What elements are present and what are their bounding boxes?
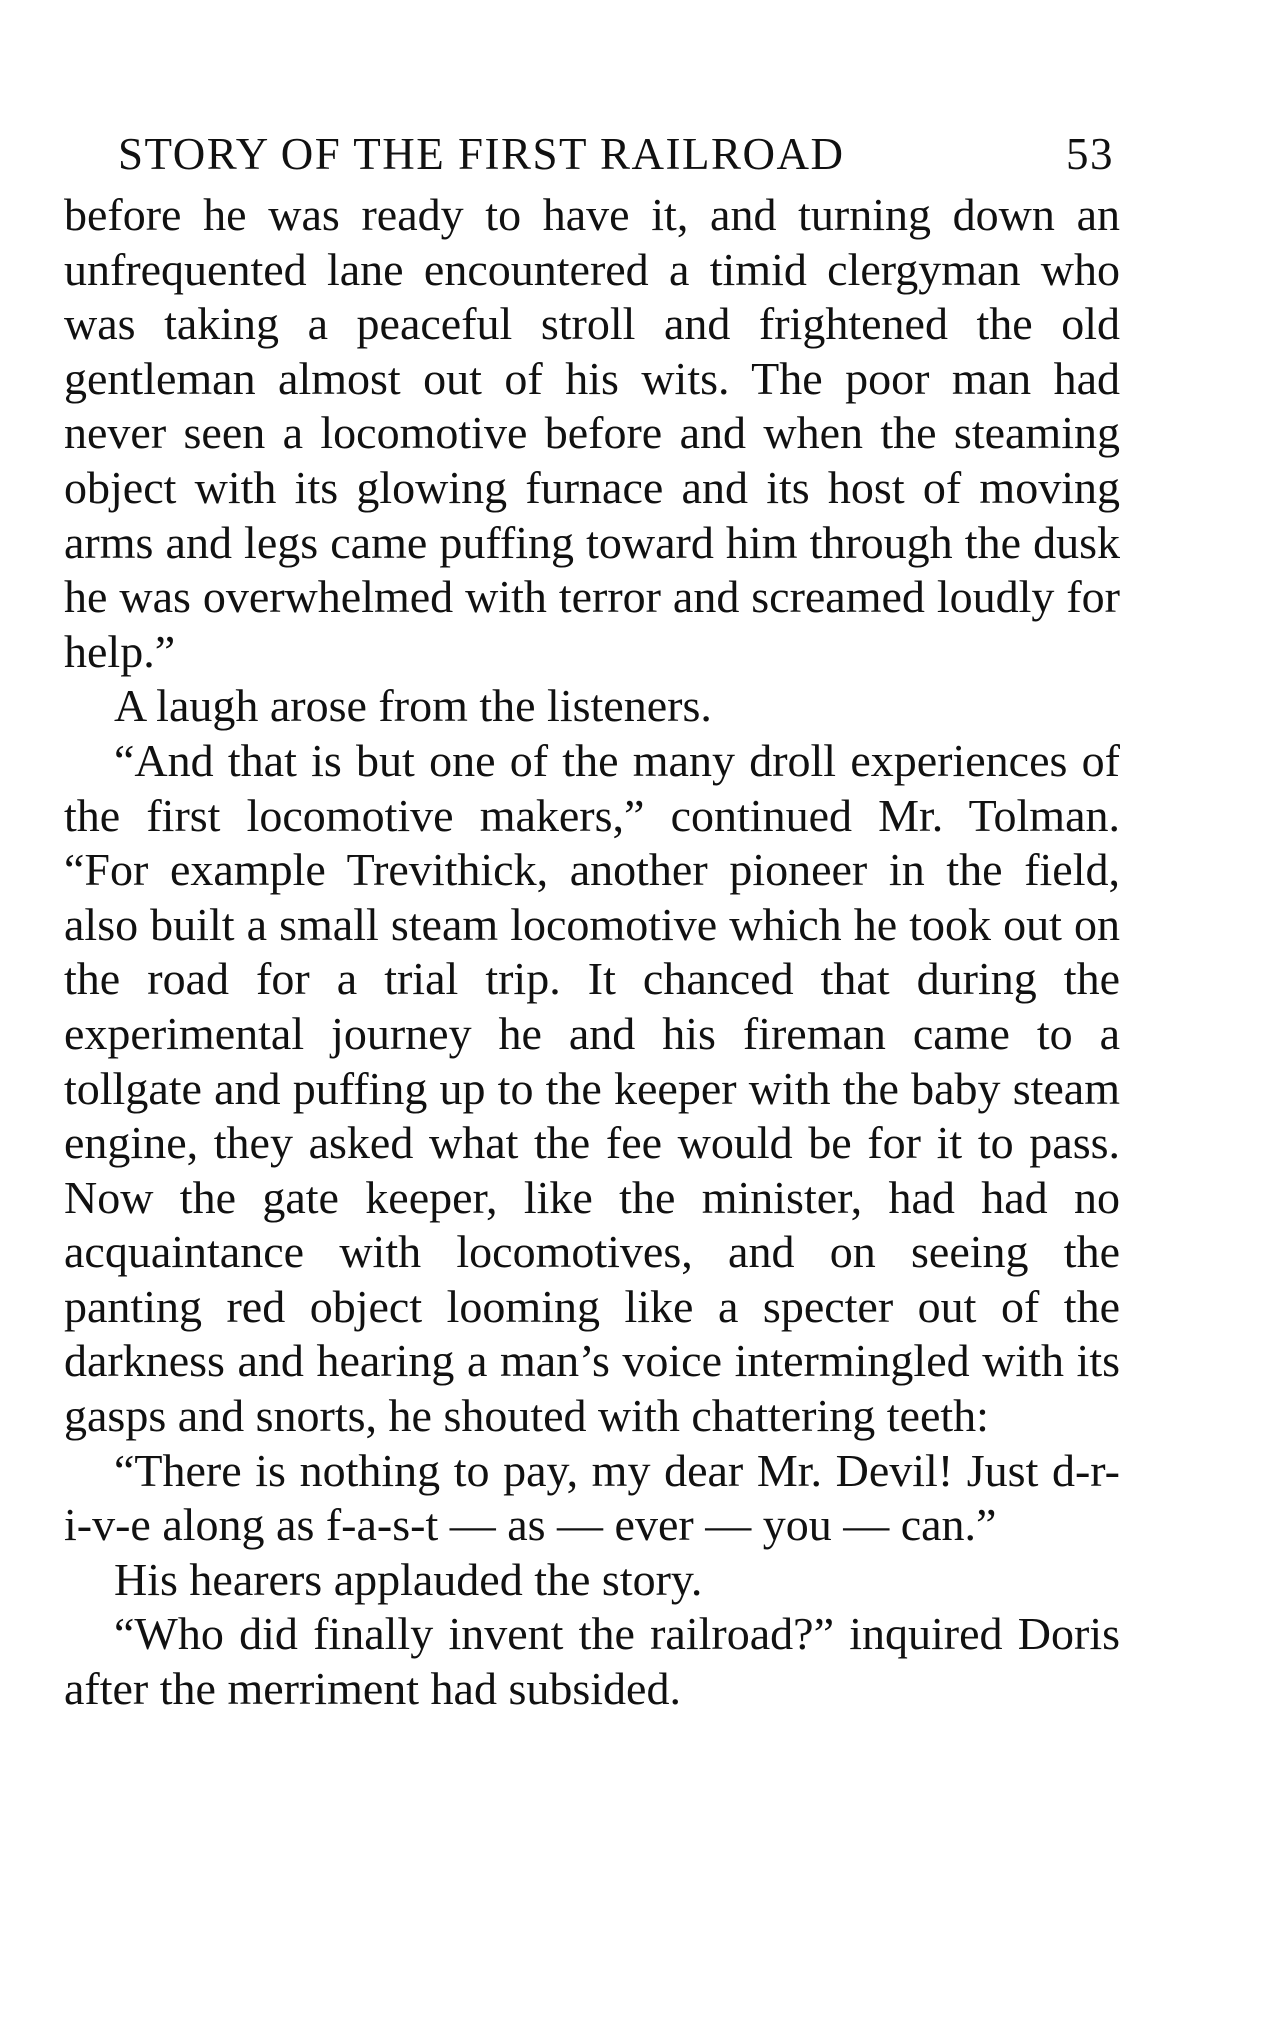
paragraph: “Who did finally invent the railroad?” inquired Doris after the merriment had subsided. (64, 1608, 1120, 1715)
paragraph: “And that is but one of the many droll experiences of the first locomotive makers,” continued Mr. Tolman. “For example Trevithick, another pioneer in the field, also built a small steam locomotive which he took out on the road for a trial trip. It chanced that during the experimental journey he and his fireman came to a tollgate and puffing up to the keeper with the baby steam engine, they asked what the fee would be for it to pass. Now the gate keeper, like the minister, had had no acquaintance with locomotives, and on seeing the panting red object looming like a specter out of the darkness and hearing a man’s voice intermingled with its gasps and snorts, he shouted with chattering teeth: (64, 734, 1120, 1442)
running-title: STORY OF THE FIRST RAILROAD (118, 129, 845, 179)
paragraph: “There is nothing to pay, my dear Mr. Devil! Just d-r-i-v-e along as f-a-s-t — as — ever — you — can.” (64, 1444, 1120, 1551)
paragraph: before he was ready to have it, and turning down an unfrequented lane encountered a timid clergyman who was taking a peaceful stroll and frightened the old gentleman almost out of his wits. The poor man had never seen a locomotive before and when the steaming object with its glowing furnace and its host of moving arms and legs came puffing toward him through the dusk he was overwhelmed with terror and screamed loudly for help.” (64, 189, 1120, 677)
book-page (64, 128, 1120, 1717)
running-header (64, 128, 1120, 188)
page-number: 53 (1066, 129, 1114, 179)
paragraph: His hearers applauded the story. (114, 1553, 703, 1605)
paragraph: A laugh arose from the listeners. (114, 680, 712, 732)
body-text (64, 188, 1120, 1717)
